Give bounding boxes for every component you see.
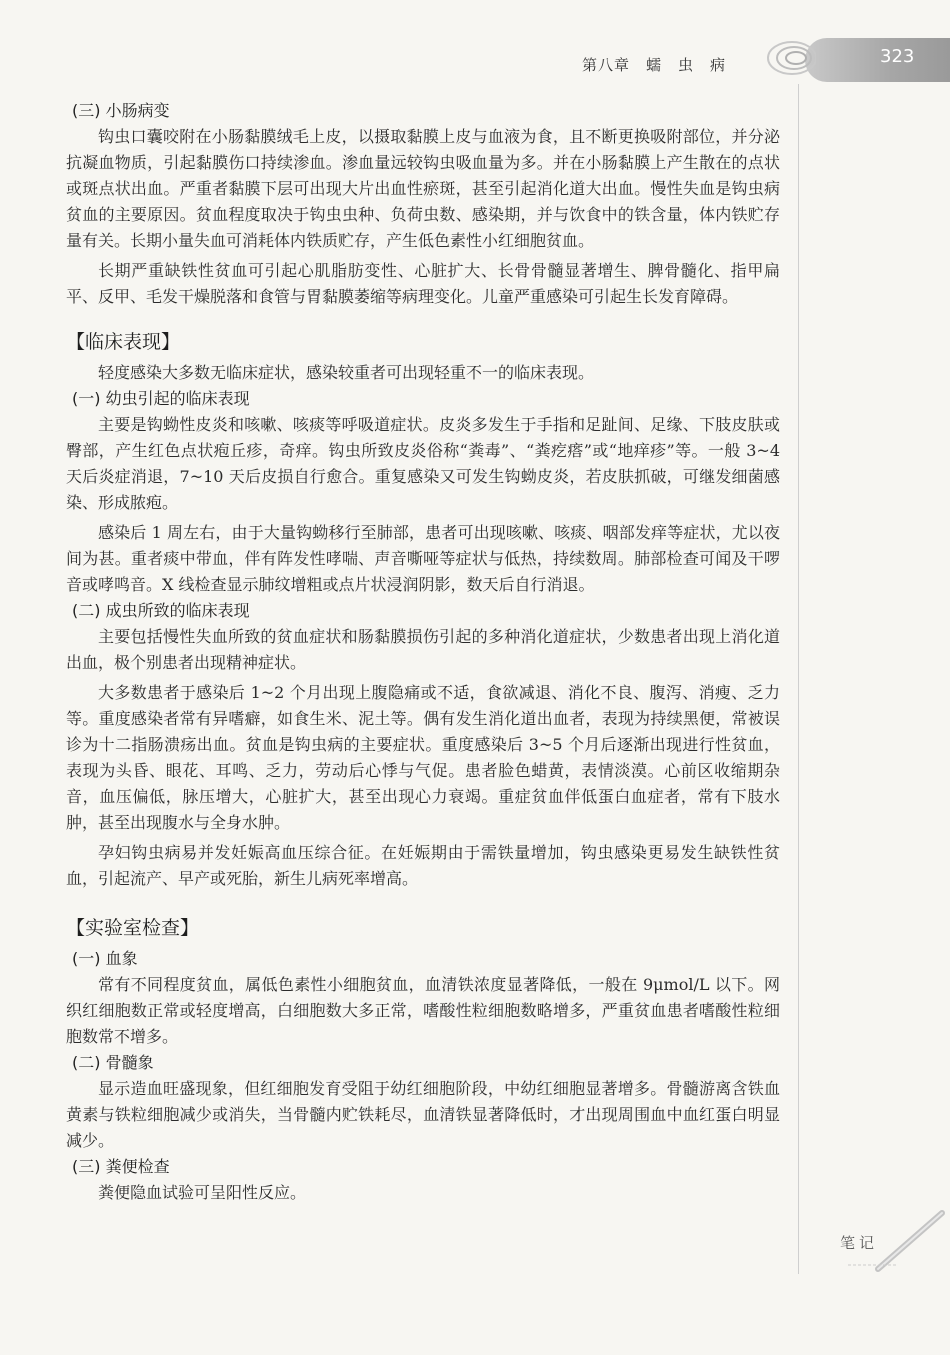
paragraph: 主要是钩蚴性皮炎和咳嗽、咳痰等呼吸道症状。皮炎多发生于手指和足趾间、足缘、下肢皮肤或臀部，产生红色点状疱丘疹，奇痒。钩虫所致皮炎俗称“粪毒”、“粪疙瘩”或“地痒疹”等。一般 3~4 天后炎症消退，7~10 天后皮损自行愈合。重复感染又可发生钩蚴皮炎，若皮肤抓破，可继发细菌感染、形成脓疱。 bbox=[66, 415, 780, 512]
section-heading-clinical: 【临床表现】 bbox=[66, 331, 181, 353]
swirl-ornament-icon bbox=[760, 38, 816, 78]
paragraph: 主要包括慢性失血所致的贫血症状和肠黏膜损伤引起的多种消化道症状，少数患者出现上消化道出血，极个别患者出现精神症状。 bbox=[66, 627, 780, 672]
paragraph: 常有不同程度贫血，属低色素性小细胞贫血，血清铁浓度显著降低，一般在 9μmol/L 以下。网织红细胞数正常或轻度增高，白细胞数大多正常，嗜酸性粒细胞数略增多，严重贫血患者嗜酸性粒细胞数常不增多。 bbox=[66, 975, 780, 1046]
paragraph: 大多数患者于感染后 1~2 个月出现上腹隐痛或不适，食欲减退、消化不良、腹泻、消瘦、乏力等。重度感染者常有异嗜癖，如食生米、泥土等。偶有发生消化道出血者，表现为持续黑便，常被误诊为十二指肠溃疡出血。贫血是钩虫病的主要症状。重度感染后 3~5 个月后逐渐出现进行性贫血，表现为头昏、眼花、耳鸣、乏力，劳动后心悸与气促。患者脸色蜡黄，表情淡漠。心前区收缩期杂音，血压偏低，脉压增大，心脏扩大，甚至出现心力衰竭。重症贫血伴低蛋白血症者，常有下肢水肿，甚至出现腹水与全身水肿。 bbox=[66, 683, 780, 832]
subheading-larva: (一) 幼虫引起的临床表现 bbox=[72, 389, 250, 408]
subheading-small-intestine: (三) 小肠病变 bbox=[72, 101, 170, 120]
paragraph: 感染后 1 周左右，由于大量钩蚴移行至肺部，患者可出现咳嗽、咳痰、咽部发痒等症状，尤以夜间为甚。重者痰中带血，伴有阵发性哮喘、声音嘶哑等症状与低热，持续数周。肺部检查可闻及干啰音或哮鸣音。X 线检查显示肺纹增粗或点片状浸润阴影，数天后自行消退。 bbox=[66, 523, 780, 594]
paragraph: 孕妇钩虫病易并发妊娠高血压综合征。在妊娠期由于需铁量增加，钩虫感染更易发生缺铁性贫血，引起流产、早产或死胎，新生儿病死率增高。 bbox=[66, 843, 780, 888]
paragraph: 轻度感染大多数无临床症状，感染较重者可出现轻重不一的临床表现。 bbox=[98, 363, 595, 382]
main-text bbox=[66, 98, 780, 1206]
margin-divider bbox=[798, 84, 799, 1274]
paragraph: 长期严重缺铁性贫血可引起心肌脂肪变性、心脏扩大、长骨骨髓显著增生、脾骨髓化、指甲扁平、反甲、毛发干燥脱落和食管与胃黏膜萎缩等病理变化。儿童严重感染可引起生长发育障碍。 bbox=[66, 261, 780, 306]
subheading-stool: (三) 粪便检查 bbox=[72, 1157, 170, 1176]
subheading-adult-worm: (二) 成虫所致的临床表现 bbox=[72, 601, 250, 620]
notes-label: 笔记 bbox=[840, 1234, 879, 1252]
page-number-tab bbox=[805, 38, 950, 82]
paragraph: 粪便隐血试验可呈阳性反应。 bbox=[98, 1183, 307, 1202]
page-number: 323 bbox=[880, 46, 915, 67]
subheading-blood: (一) 血象 bbox=[72, 949, 138, 968]
paragraph: 钩虫口囊咬附在小肠黏膜绒毛上皮，以摄取黏膜上皮与血液为食，且不断更换吸附部位，并分泌抗凝血物质，引起黏膜伤口持续渗血。渗血量远较钩虫吸血量为多。并在小肠黏膜上产生散在的点状或斑点状出血。严重者黏膜下层可出现大片出血性瘀斑，甚至引起消化道大出血。慢性失血是钩虫病贫血的主要原因。贫血程度取决于钩虫虫种、负荷虫数、感染期，并与饮食中的铁含量，体内铁贮存量有关。长期小量失血可消耗体内铁质贮存，产生低色素性小红细胞贫血。 bbox=[66, 127, 780, 250]
section-heading-lab: 【实验室检查】 bbox=[66, 917, 200, 939]
paragraph: 显示造血旺盛现象，但红细胞发育受阻于幼红细胞阶段，中幼红细胞显著增多。骨髓游离含铁血黄素与铁粒细胞减少或消失，当骨髓内贮铁耗尽，血清铁显著降低时，才出现周围血中血红蛋白明显减少。 bbox=[66, 1079, 780, 1150]
chapter-header: 第八章 蠕 虫 病 bbox=[582, 56, 727, 74]
subheading-marrow: (二) 骨髓象 bbox=[72, 1053, 154, 1072]
